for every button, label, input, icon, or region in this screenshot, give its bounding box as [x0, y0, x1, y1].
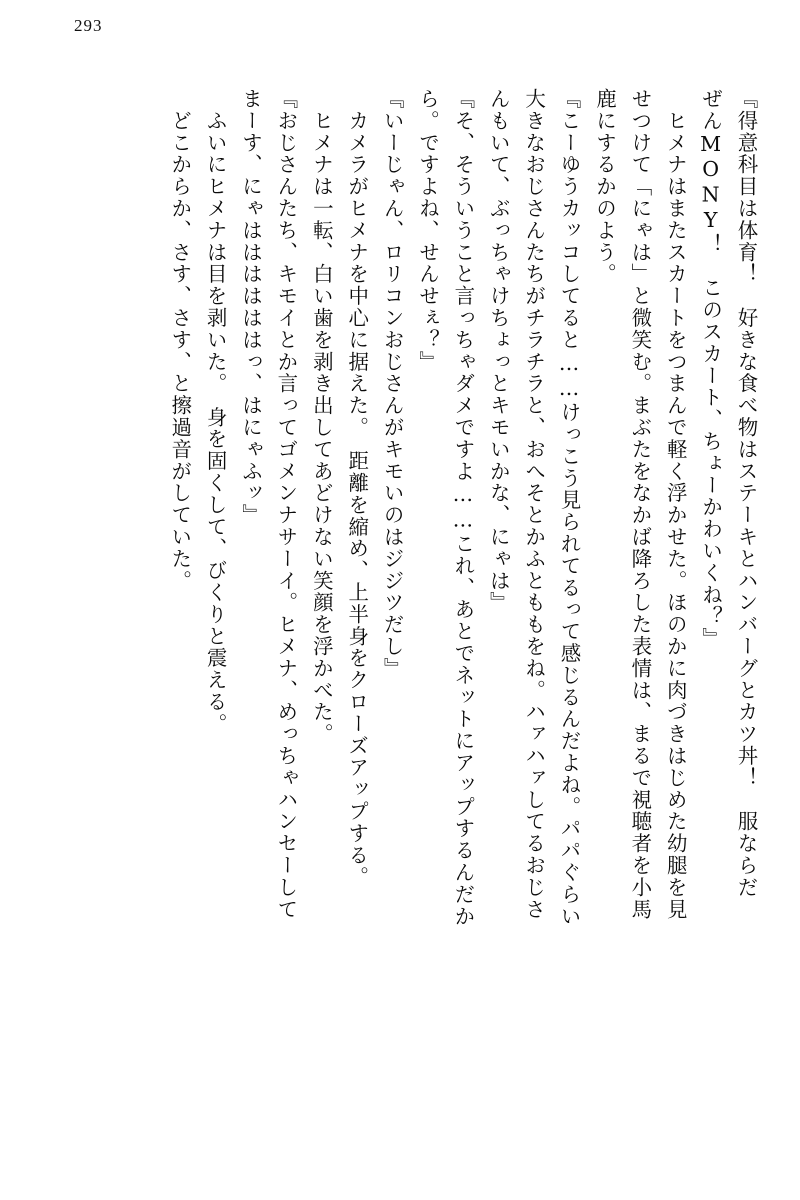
text-column: んもいて、ぶっちゃけちょっとキモいかな、にゃは』	[486, 88, 511, 614]
text-column: ヒメナは一転、白い歯を剥き出してあどけない笑顔を浮かべた。	[309, 88, 334, 745]
text-column: せつけて「にゃは」と微笑む。まぶたをなかば降ろした表情は、まるで視聴者を小馬	[627, 88, 652, 921]
vertical-text-body	[44, 88, 756, 1118]
text-column: 鹿にするかのよう。	[592, 88, 617, 286]
text-column: 『いーじゃん、ロリコンおじさんがキモいのはジジツだし』	[380, 88, 405, 680]
text-column: ヒメナはまたスカートをつまんで軽く浮かせた。ほのかに肉づきはじめた幼腿を見	[663, 88, 688, 921]
text-column: ふいにヒメナは目を剥いた。 身を固くして、びくりと震える。	[203, 88, 228, 735]
text-column: カメラがヒメナを中心に据えた。 距離を縮め、上半身をクローズアップする。	[344, 88, 369, 889]
text-column: 『そ、そういうこと言っちゃダメですよ……これ、あとでネットにアップするんだか	[450, 88, 475, 928]
text-column: どこからか、さす、さす、と擦過音がしていた。	[167, 88, 192, 592]
page-number: 293	[74, 16, 103, 35]
text-column: ぜんMONY！ このスカート、ちょーかわいくね？』	[698, 88, 723, 650]
text-column: 大きなおじさんたちがチラチラと、おへそとかふとももをね。ハァハァしてるおじさ	[521, 88, 546, 921]
text-column: 『こーゆうカッコしてると……けっこう見られてるって感じるんだよね。パパぐらい	[557, 88, 582, 928]
text-column: ら。ですよね、せんせぇ？』	[415, 88, 440, 373]
text-column: 『おじさんたち、キモイとか言ってゴメンナサーイ。ヒメナ、めっちゃハンセーして	[273, 88, 298, 921]
text-column: 『得意科目は体育！ 好きな食べ物はステーキとハンバーグとカツ丼！ 服ならだ	[734, 88, 758, 899]
text-column: まーす、にゃははははははっ、はにゃふッ』	[238, 88, 263, 526]
